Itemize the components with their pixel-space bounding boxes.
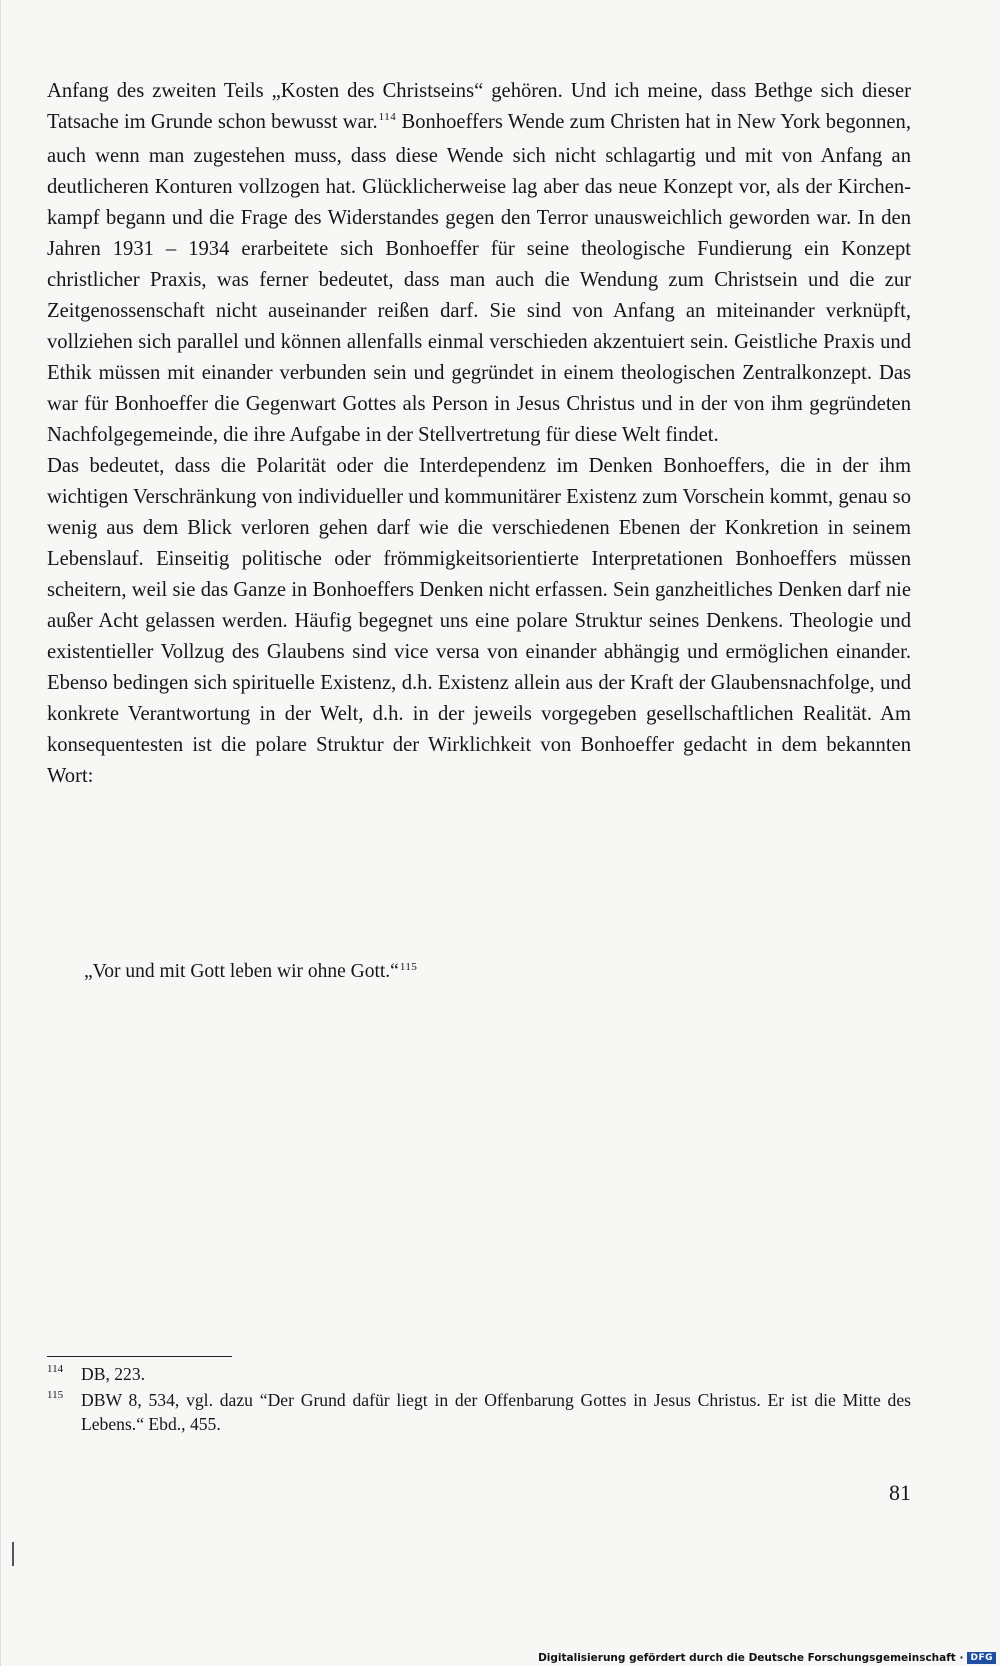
footnote-ref-114[interactable]: 114 (378, 111, 397, 123)
footnote-ref-115[interactable]: 115 (399, 961, 418, 973)
paragraph-2: Das bedeutet, dass die Polarität oder die Interdependenz im Denken Bonhoeffers, die in der ihm wichtigen Verschränkung von individueller und kommunitärer Existenz zum Vorschein kommt, genau so wenig aus dem Blick verloren gehen darf wie die verschiedenen Ebenen der Konkretion in seinem Lebenslauf. Einseitig politische oder frömmigkeitsorientierte Interpretationen Bonhoeffers müssen scheitern, weil sie das Ganze in Bonhoeffers Denken nicht erfassen. Sein ganzheitliches Denken darf nie außer Acht gelassen werden. Häufig begegnet uns eine polare Struktur seines Denkens. Theologie und existentieller Vollzug des Glaubens sind vice versa von einander abhängig und ermöglichen einander. Ebenso bedingen sich spirituelle Existenz, d.h. Existenz allein aus der Kraft der Glaubensnachfolge, und konkrete Verantwortung in der Welt, d.h. in der jeweils vorgegeben gesellschaftlichen Realität. Am konsequentesten ist die polare Struktur der Wirklichkeit von Bonhoeffer gedacht in dem bekannten Wort: (47, 455, 911, 787)
scan-edge-mark (12, 1542, 14, 1566)
footnote-divider (47, 1356, 232, 1357)
body-text (47, 76, 911, 792)
quote-text: „Vor und mit Gott leben wir ohne Gott.“ (84, 961, 399, 982)
paragraph-1 (47, 76, 911, 451)
footnote-114 (47, 1362, 911, 1386)
paragraph-1-rest: Bonhoeffers Wende zum Christen hat in New York begonnen, auch wenn man zugestehen muss, dass diese Wende sich nicht schlagartig und mit von Anfang an deutlicheren Konturen vollzogen hat. Glücklicherweise lag aber das neue Konzept vor, als der Kirchenkampf begann und die Frage des Widerstandes gegen den Terror unausweichlich geworden war. In den Jahren 1931 – 1934 erarbeitete sich Bonhoeffer für seine theologische Fundierung ein Konzept christlicher Praxis, was ferner bedeutet, dass man auch die Wendung zum Christsein und die zur Zeitgenossenschaft nicht auseinander reißen darf. Sie sind von Anfang an miteinander verknüpft, vollziehen sich parallel und können allenfalls einmal verschieden akzentuiert sein. Geistliche Praxis und Ethik müssen mit einander verbunden sein und gegründet in einem theologischen Zentralkonzept. Das war für Bonhoeffer die Gegenwart Gottes als Person in Jesus Christus und in der von ihm gegründeten Nachfolgegemeinde, die ihre Aufgabe in der Stellvertretung für diese Welt findet. (47, 111, 912, 446)
paragraph-1-start: Anfang des zweiten Teils „Kosten des Christseins“ gehören. Und ich meine, dass Bethge sich dieser Tatsache im Grunde schon bewusst war. (47, 80, 911, 133)
page-number: 81 (889, 1480, 911, 1505)
block-quote (84, 958, 911, 988)
credit-text: Digitalisierung gefördert durch die Deutsche Forschungsgemeinschaft · (538, 1652, 964, 1664)
digitization-credit (538, 1652, 996, 1664)
footnote-number: 115 (47, 1389, 64, 1401)
footnote-number: 114 (47, 1363, 64, 1375)
footnotes (47, 1362, 911, 1438)
footnote-115 (47, 1388, 911, 1436)
footnote-text: DB, 223. (81, 1364, 146, 1384)
dfg-logo-icon[interactable]: DFG (967, 1652, 996, 1664)
footnote-text: DBW 8, 534, vgl. dazu “Der Grund dafür liegt in der Offenbarung Gottes in Jesus Christus. Er ist die Mitte des Lebens.“ Ebd., 455. (81, 1390, 911, 1434)
